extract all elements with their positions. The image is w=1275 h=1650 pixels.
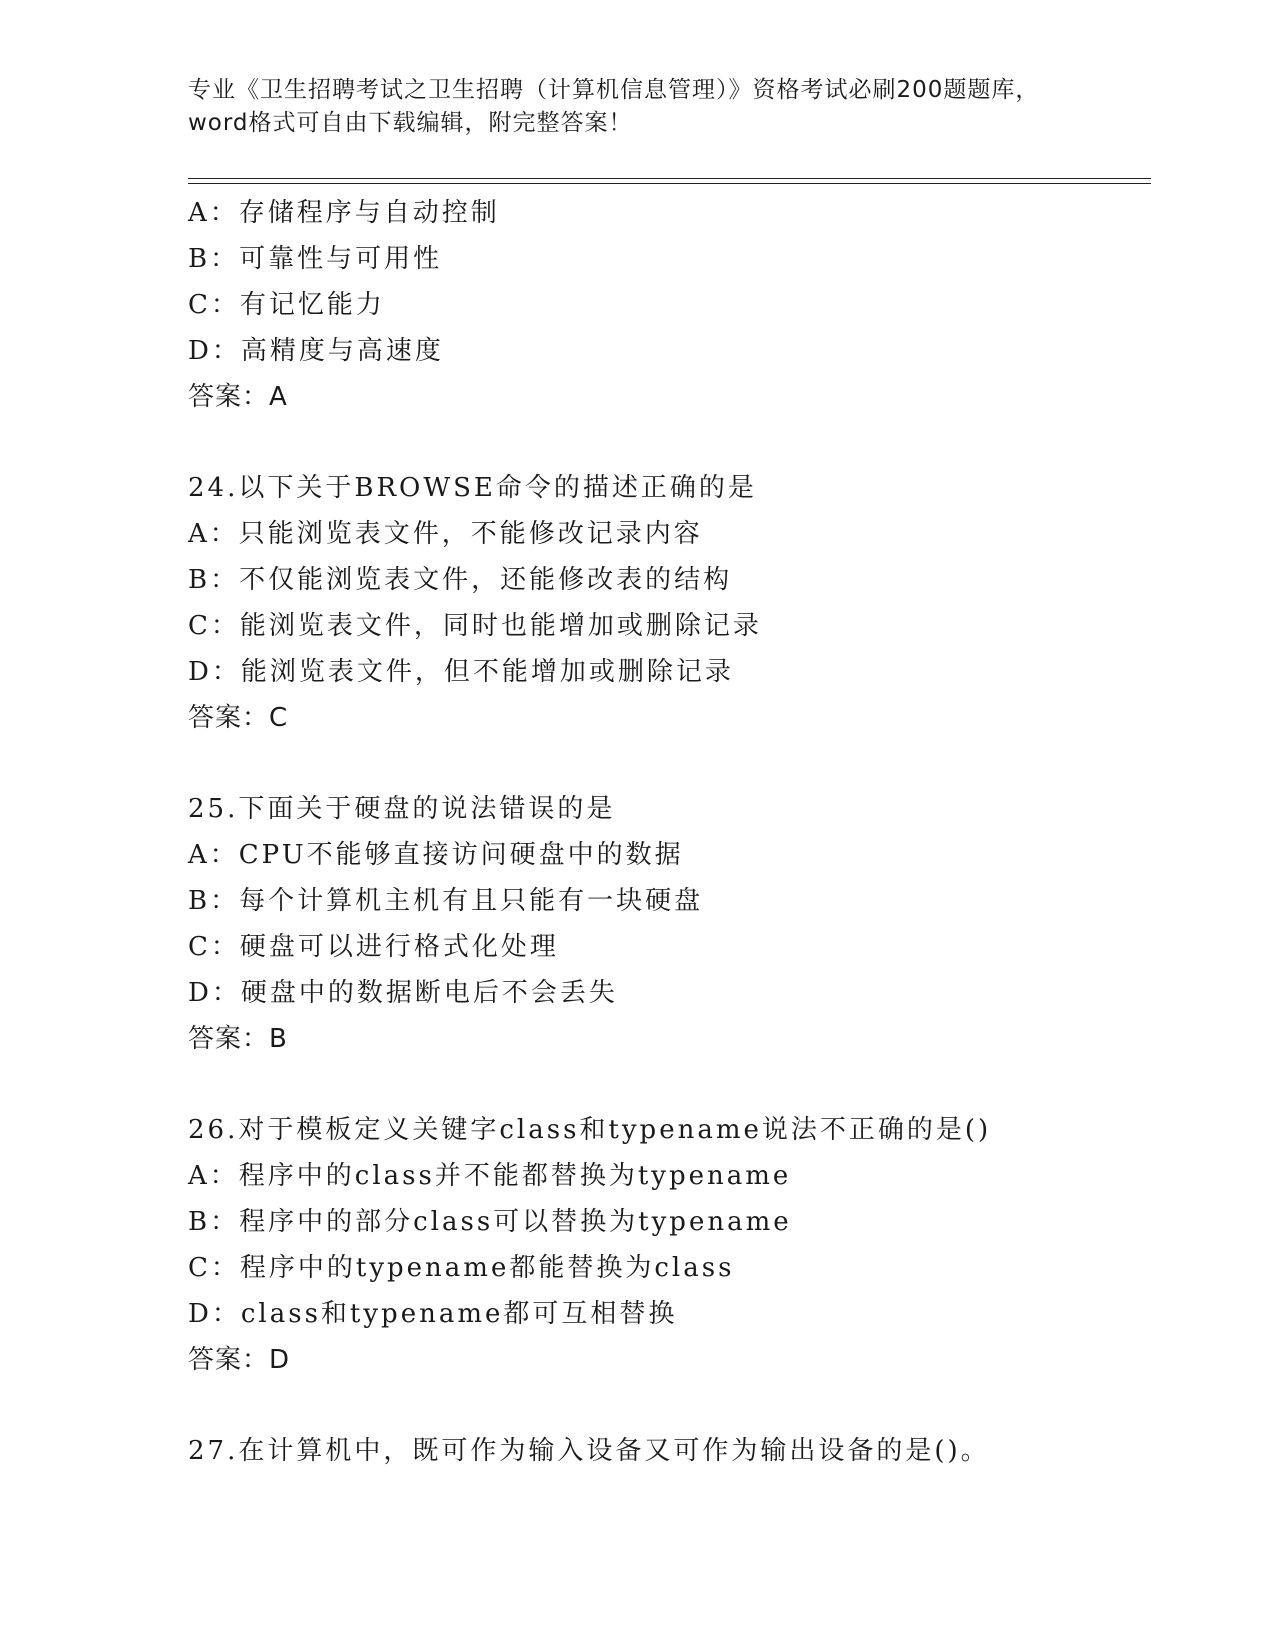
option-b: B：不仅能浏览表文件，还能修改表的结构 xyxy=(188,565,733,595)
header-title-line-2: word格式可自由下载编辑，附完整答案！ xyxy=(188,110,633,136)
answer-line: 答案：A xyxy=(188,382,288,412)
option-c: C：能浏览表文件，同时也能增加或删除记录 xyxy=(188,611,762,641)
question-spacer xyxy=(188,741,1148,786)
option-a: A：存储程序与自动控制 xyxy=(188,198,500,228)
answer-line: 答案：D xyxy=(188,1345,291,1375)
option-b: B：程序中的部分class可以替换为typename xyxy=(188,1207,792,1237)
question-spacer xyxy=(188,1062,1148,1107)
option-c: C：程序中的typename都能替换为class xyxy=(188,1253,735,1283)
option-b: B：可靠性与可用性 xyxy=(188,244,443,274)
document-header xyxy=(188,74,1088,140)
question-stem: 24.以下关于BROWSE命令的描述正确的是 xyxy=(188,473,757,503)
question-stem: 25.下面关于硬盘的说法错误的是 xyxy=(188,794,616,824)
question-block-25 xyxy=(188,786,1148,1062)
question-list xyxy=(188,190,1148,1474)
question-block-24 xyxy=(188,465,1148,741)
answer-line: 答案：B xyxy=(188,1024,288,1054)
answer-line: 答案：C xyxy=(188,703,289,733)
header-title-line-1: 专业《卫生招聘考试之卫生招聘（计算机信息管理）》资格考试必刷200题题库， xyxy=(188,77,1040,103)
question-spacer xyxy=(188,1383,1148,1428)
header-divider-bottom xyxy=(188,183,1151,184)
option-a: A：程序中的class并不能都替换为typename xyxy=(188,1161,792,1191)
question-block-partial xyxy=(188,190,1148,420)
header-divider-top xyxy=(188,178,1151,179)
option-d: D：class和typename都可互相替换 xyxy=(188,1299,678,1329)
question-block-27 xyxy=(188,1428,1148,1474)
option-a: A：只能浏览表文件，不能修改记录内容 xyxy=(188,519,703,549)
option-d: D：能浏览表文件，但不能增加或删除记录 xyxy=(188,657,734,687)
option-d: D：硬盘中的数据断电后不会丢失 xyxy=(188,978,618,1008)
option-a: A：CPU不能够直接访问硬盘中的数据 xyxy=(188,840,684,870)
question-spacer xyxy=(188,420,1148,465)
option-b: B：每个计算机主机有且只能有一块硬盘 xyxy=(188,886,704,916)
option-d: D：高精度与高速度 xyxy=(188,336,444,366)
question-block-26 xyxy=(188,1107,1148,1383)
option-c: C：硬盘可以进行格式化处理 xyxy=(188,932,559,962)
option-c: C：有记忆能力 xyxy=(188,290,385,320)
question-stem: 27.在计算机中，既可作为输入设备又可作为输出设备的是()。 xyxy=(188,1436,990,1466)
question-stem: 26.对于模板定义关键字class和typename说法不正确的是() xyxy=(188,1115,992,1145)
